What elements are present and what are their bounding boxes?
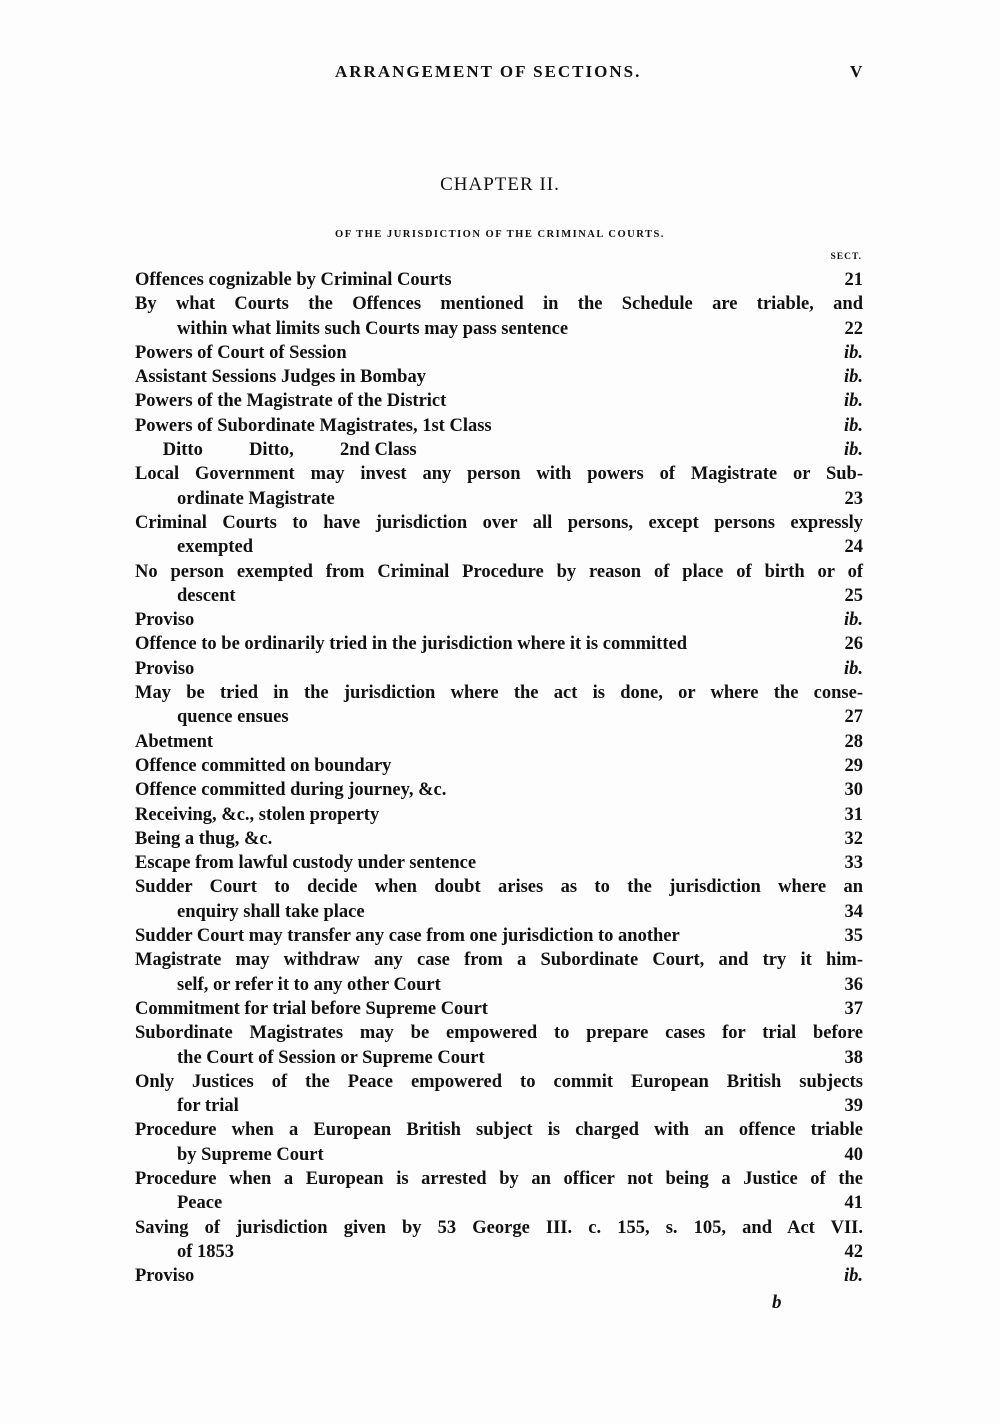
toc-entry-text: by Supreme Court [177,1144,324,1165]
section-number: 41 [844,1193,863,1214]
toc-entry-text: descent [177,585,236,606]
leader-dots [359,341,803,365]
toc-entry-line [135,535,863,559]
toc-entry-line [135,875,863,899]
toc-entry-text: Criminal Courts to have jurisdiction over all persons, except persons expressly [135,512,863,533]
toc-entry [135,1264,863,1288]
section-number: ib. [843,1266,863,1287]
toc-entry-text: of 1853 [177,1241,235,1262]
toc-entry [135,754,863,778]
toc-entry-text: Local Government may invest any person with powers of Magistrate or Sub- [135,464,863,485]
leader-dots [284,827,803,851]
toc-entry-line [135,1094,863,1118]
toc-entry-line [135,487,863,511]
toc-entry-line [135,1118,863,1142]
toc-entry-line [135,632,863,656]
toc-entry-text: Sudder Court may transfer any case from one jurisdiction to another [135,926,680,947]
toc-entry-text: enquiry shall take place [177,901,365,922]
toc-entry-line [135,900,863,924]
section-number: 27 [844,707,863,728]
toc-entry-line [135,1167,863,1191]
toc-entry-text: Peace [177,1193,223,1214]
leader-dots [336,1143,803,1167]
toc-entry [135,462,863,511]
leader-dots [453,973,803,997]
section-number: 21 [844,270,863,290]
toc-entry-text: Assistant Sessions Judges in Bombay [135,367,426,388]
section-number: ib. [843,610,863,631]
toc-entry-line [135,754,863,778]
signature-mark: b [772,1292,782,1313]
toc-entry-line [135,414,863,438]
toc-entry-line [135,803,863,827]
toc-entry [135,924,863,948]
leader-dots [580,317,803,341]
leader-dots [265,535,803,559]
toc-entry-text: quence ensues [177,707,289,728]
toc-entry-text: By what Courts the Offences mentioned in the Schedule are triable, and [135,294,863,315]
leader-dots [246,1240,803,1264]
toc-entry-line [135,924,863,948]
section-number: 26 [844,634,863,655]
section-number: 38 [844,1047,863,1068]
toc-entry-text: Powers of Court of Session [135,342,347,363]
chapter-heading: CHAPTER II. [440,174,560,195]
chapter-subtitle: OF THE JURISDICTION OF THE CRIMINAL COURTS. [335,229,665,240]
section-number: 34 [844,901,863,922]
toc-entry [135,1216,863,1265]
leader-dots [377,900,803,924]
toc-entry-text: Escape from lawful custody under sentence [135,853,477,874]
toc-entry-text: Offence committed during journey, &c. [135,780,447,801]
toc-entry-text: Offence to be ordinarily tried in the jurisdiction where it is committed [135,634,688,655]
toc-entry-line [135,1240,863,1264]
toc-entry-line [135,681,863,705]
toc-entry-line [135,1216,863,1240]
toc-entry [135,292,863,341]
toc-entry-line [135,1191,863,1215]
table-of-contents [135,268,863,1288]
toc-entry [135,608,863,632]
toc-entry-text: Ditto Ditto, 2nd Class [135,440,417,461]
toc-entry-text: Procedure when a European is arrested by an officer not being a Justice of the [135,1168,863,1189]
section-number: ib. [843,367,863,388]
leader-dots [301,705,803,729]
toc-entry-line [135,657,863,681]
toc-entry-text: Powers of Subordinate Magistrates, 1st Class [135,415,492,436]
leader-dots [206,657,803,681]
toc-entry-line [135,268,863,292]
leader-dots [206,608,803,632]
leader-dots [488,851,803,875]
toc-entry-line [135,1143,863,1167]
toc-entry [135,268,863,292]
toc-entry-line [135,365,863,389]
toc-entry-line [135,292,863,316]
toc-entry-line [135,462,863,486]
toc-entry [135,875,863,924]
section-number: 42 [844,1241,863,1262]
section-number: 30 [844,780,863,801]
toc-entry-line [135,997,863,1021]
leader-dots [497,1046,803,1070]
toc-entry [135,1021,863,1070]
toc-entry-text: No person exempted from Criminal Procedure by reason of place of birth or of [135,561,863,582]
toc-entry-text: Being a thug, &c. [135,828,273,849]
toc-entry [135,851,863,875]
section-number: 35 [844,926,863,947]
toc-entry-line [135,827,863,851]
toc-entry-text: the Court of Session or Supreme Court [177,1047,485,1068]
toc-entry-line [135,1021,863,1045]
toc-entry-line [135,438,863,462]
toc-entry-line [135,1070,863,1094]
toc-entry [135,389,863,413]
toc-entry [135,948,863,997]
leader-dots [403,754,803,778]
toc-entry [135,657,863,681]
leader-dots [504,414,803,438]
leader-dots [391,803,803,827]
section-number: 32 [844,828,863,849]
section-number: 31 [844,804,863,825]
toc-entry-text: May be tried in the jurisdiction where the act is done, or where the conse- [135,683,863,704]
section-number: ib. [843,440,863,461]
section-number: 22 [844,318,863,339]
toc-entry [135,1167,863,1216]
toc-entry [135,560,863,609]
sect-column-label: SECT. [830,252,862,262]
toc-entry-text: self, or refer it to any other Court [177,974,441,995]
toc-entry [135,365,863,389]
leader-dots [225,730,803,754]
leader-dots [347,487,803,511]
toc-entry-line [135,778,863,802]
toc-entry-text: Proviso [135,610,195,631]
section-number: 39 [844,1096,863,1117]
toc-entry-text: Magistrate may withdraw any case from a Subordinate Court, and try it him- [135,950,863,971]
toc-entry-text: exempted [177,537,254,558]
running-head [0,62,1000,86]
page-number: V [850,62,863,81]
toc-entry [135,1118,863,1167]
toc-entry-text: Procedure when a European British subject is charged with an offence triable [135,1120,863,1141]
toc-entry-line [135,973,863,997]
leader-dots [458,390,803,414]
section-number: 23 [844,488,863,509]
leader-dots [500,997,803,1021]
leader-dots [251,1094,803,1118]
section-number: ib. [843,658,863,679]
leader-dots [692,924,803,948]
section-number: 36 [844,974,863,995]
section-number: 29 [844,755,863,776]
toc-entry-text: Commitment for trial before Supreme Court [135,998,488,1019]
toc-entry [135,827,863,851]
toc-entry [135,341,863,365]
toc-entry-line [135,584,863,608]
leader-dots [438,365,803,389]
toc-entry [135,1070,863,1119]
section-number: 28 [844,731,863,752]
toc-entry [135,414,863,438]
leader-dots [234,1191,803,1215]
toc-entry-line [135,1264,863,1288]
leader-dots [206,1264,803,1288]
toc-entry [135,511,863,560]
toc-entry-text: Only Justices of the Peace empowered to commit European British subjects [135,1071,863,1092]
leader-dots [458,778,803,802]
toc-entry-line [135,389,863,413]
toc-entry-text: Receiving, &c., stolen property [135,804,380,825]
section-number: ib. [843,415,863,436]
toc-entry [135,997,863,1021]
toc-entry-line [135,317,863,341]
toc-entry-text: Sudder Court to decide when doubt arises as to the jurisdiction where an [135,877,863,898]
running-title: ARRANGEMENT OF SECTIONS. [335,62,642,81]
section-number: 25 [844,585,863,606]
toc-entry-line [135,1046,863,1070]
toc-entry-text: Subordinate Magistrates may be empowered to prepare cases for trial before [135,1023,863,1044]
section-number: 33 [844,853,863,874]
toc-entry [135,730,863,754]
toc-entry [135,632,863,656]
section-number: 24 [844,537,863,558]
toc-entry-line [135,730,863,754]
section-number: ib. [843,391,863,412]
toc-entry-text: for trial [177,1096,239,1117]
section-number: ib. [843,342,863,363]
toc-entry-line [135,705,863,729]
toc-entry-line [135,948,863,972]
toc-entry-text: Offences cognizable by Criminal Courts [135,270,452,290]
section-number: 40 [844,1144,863,1165]
toc-entry-text: Abetment [135,731,214,752]
toc-entry-text: Powers of the Magistrate of the District [135,391,447,412]
toc-entry-text: Proviso [135,1266,195,1287]
toc-entry-text: Offence committed on boundary [135,755,392,776]
toc-entry-text: ordinate Magistrate [177,488,335,509]
leader-dots [464,268,803,292]
toc-entry [135,438,863,462]
leader-dots [429,438,803,462]
toc-entry-line [135,851,863,875]
toc-entry-line [135,560,863,584]
leader-dots [248,584,803,608]
toc-entry [135,803,863,827]
toc-entry-text: Saving of jurisdiction given by 53 George III. c. 155, s. 105, and Act VII. [135,1217,863,1238]
toc-entry-text: Proviso [135,658,195,679]
toc-entry [135,681,863,730]
toc-entry-text: within what limits such Courts may pass sentence [177,318,569,339]
toc-entry-line [135,608,863,632]
toc-entry [135,778,863,802]
leader-dots [699,633,803,657]
section-number: 37 [844,998,863,1019]
toc-entry-line [135,341,863,365]
toc-entry-line [135,511,863,535]
